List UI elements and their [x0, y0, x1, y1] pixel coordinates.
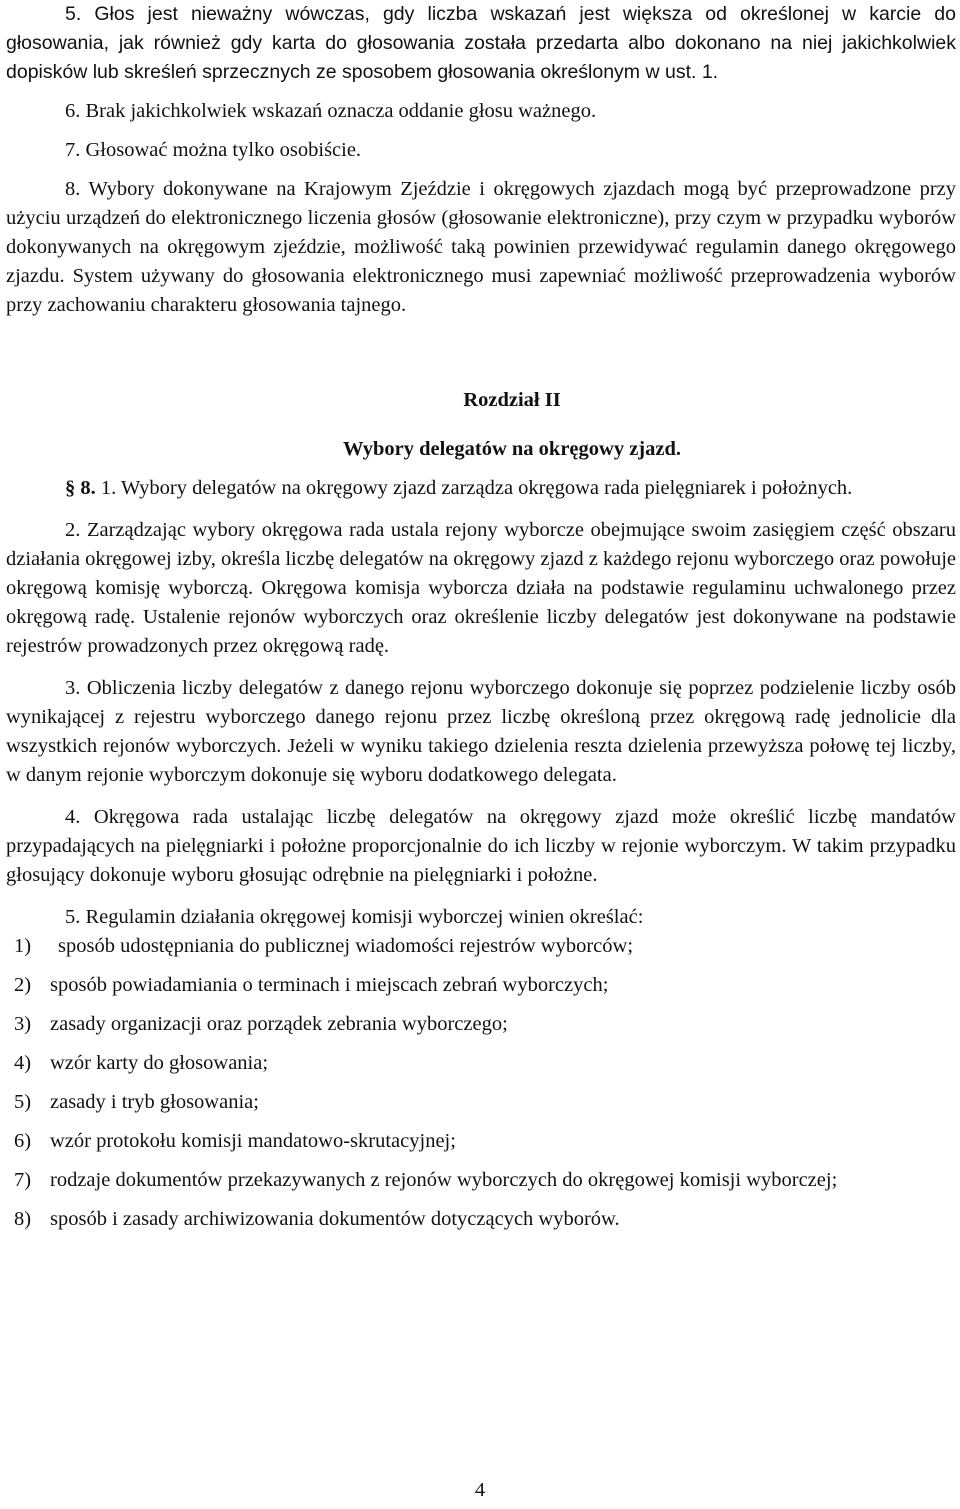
- document-page: [6, 0, 956, 1234]
- list-item-text: wzór karty do głosowania;: [50, 1052, 269, 1074]
- list-item: [6, 1127, 956, 1156]
- section-8-paragraph-1-text: 1. Wybory delegatów na okręgowy zjazd zarządza okręgowa rada pielęgniarek i położnych.: [95, 477, 853, 499]
- list-item-text: sposób i zasady archiwizowania dokumentów dotyczących wyborów.: [50, 1208, 620, 1230]
- list-item: [6, 971, 956, 1000]
- paragraph-6: 6. Brak jakichkolwiek wskazań oznacza oddanie głosu ważnego.: [65, 100, 597, 122]
- paragraph-8: 8. Wybory dokonywane na Krajowym Zjeździe i okręgowych zjazdach mogą być przeprowadzone przy użyciu urządzeń do elektronicznego liczenia głosów (głosowanie elektroniczne), przy czym w przypadku wyborów dokonywanych na okręgowym zjeździe, możliwość taką powinien przewidywać regulamin danego okręgowego zjazdu. System używany do głosowania elektronicznego musi zapewniać możliwość przeprowadzenia wyborów przy zachowaniu charakteru głosowania tajnego.: [6, 178, 956, 316]
- list-item-text: sposób udostępniania do publicznej wiadomości rejestrów wyborców;: [58, 935, 634, 957]
- section-8-paragraph-2: 2. Zarządzając wybory okręgowa rada ustala rejony wyborcze obejmujące swoim zasięgiem część obszaru działania okręgowej izby, określa liczbę delegatów na okręgowy zjazd z każdego rejonu wyborczego oraz powołuje okręgową komisję wyborczą. Okręgowa komisja wyborcza działa na podstawie regulaminu uchwalonego przez okręgową radę. Ustalenie rejonów wyborczych oraz określenie liczby delegatów jest dokonywane na podstawie rejestrów prowadzonych przez okręgową radę.: [6, 519, 956, 657]
- list-marker: 1): [14, 935, 32, 957]
- list-item-text: rodzaje dokumentów przekazywanych z rejonów wyborczych do okręgowej komisji wyborczej;: [50, 1169, 838, 1191]
- list-item: [6, 1049, 956, 1078]
- list-marker: 4): [14, 1052, 32, 1074]
- chapter-title: Rozdział II: [463, 389, 561, 411]
- paragraph-7: 7. Głosować można tylko osobiście.: [65, 139, 362, 161]
- list-marker: 6): [14, 1130, 32, 1152]
- list-item: [6, 1166, 956, 1195]
- list-marker: 8): [14, 1208, 32, 1230]
- regulation-list: [6, 932, 956, 1234]
- list-marker: 2): [14, 974, 32, 996]
- section-8-paragraph-5: 5. Regulamin działania okręgowej komisji wyborczej winien określać:: [65, 906, 644, 928]
- list-marker: 5): [14, 1091, 32, 1113]
- chapter-subtitle: Wybory delegatów na okręgowy zjazd.: [342, 438, 682, 460]
- list-item-text: sposób powiadamiania o terminach i miejscach zebrań wyborczych;: [50, 974, 609, 996]
- list-item: [6, 932, 956, 961]
- page-number: 4: [474, 1479, 486, 1501]
- section-8-paragraph-3: 3. Obliczenia liczby delegatów z danego rejonu wyborczego dokonuje się poprzez podzielenie liczby osób wynikającej z rejestru wyborczego danego rejonu przez liczbę określoną przez okręgową radę jednolicie dla wszystkich rejonów wyborczych. Jeżeli w wyniku takiego dzielenia reszta dzielenia przewyższa połowę tej liczby, w danym rejonie wyborczym dokonuje się wyboru dodatkowego delegata.: [6, 677, 956, 786]
- section-number: § 8.: [65, 477, 96, 499]
- list-item: [6, 1010, 956, 1039]
- list-item: [6, 1088, 956, 1117]
- list-item-text: wzór protokołu komisji mandatowo-skrutacyjnej;: [50, 1130, 456, 1152]
- list-marker: 7): [14, 1169, 32, 1191]
- list-item-text: zasady organizacji oraz porządek zebrania wyborczego;: [50, 1013, 508, 1035]
- list-item: [6, 1205, 956, 1234]
- section-8-paragraph-4: 4. Okręgowa rada ustalając liczbę delegatów na okręgowy zjazd może określić liczbę mandatów przypadających na pielęgniarki i położne proporcjonalnie do ich liczby w rejonie wyborczym. W takim przypadku głosujący dokonuje wyboru głosując odrębnie na pielęgniarki i położne.: [6, 806, 956, 886]
- list-item-text: zasady i tryb głosowania;: [50, 1091, 259, 1113]
- list-marker: 3): [14, 1013, 32, 1035]
- paragraph-5: 5. Głos jest nieważny wówczas, gdy liczba wskazań jest większa od określonej w karcie do głosowania, jak również gdy karta do głosowania została przedarta albo dokonano na niej jakichkolwiek dopisków lub skreśleń sprzecznych ze sposobem głosowania określonym w ust. 1.: [6, 3, 956, 83]
- section-8-paragraph-1: [6, 474, 956, 503]
